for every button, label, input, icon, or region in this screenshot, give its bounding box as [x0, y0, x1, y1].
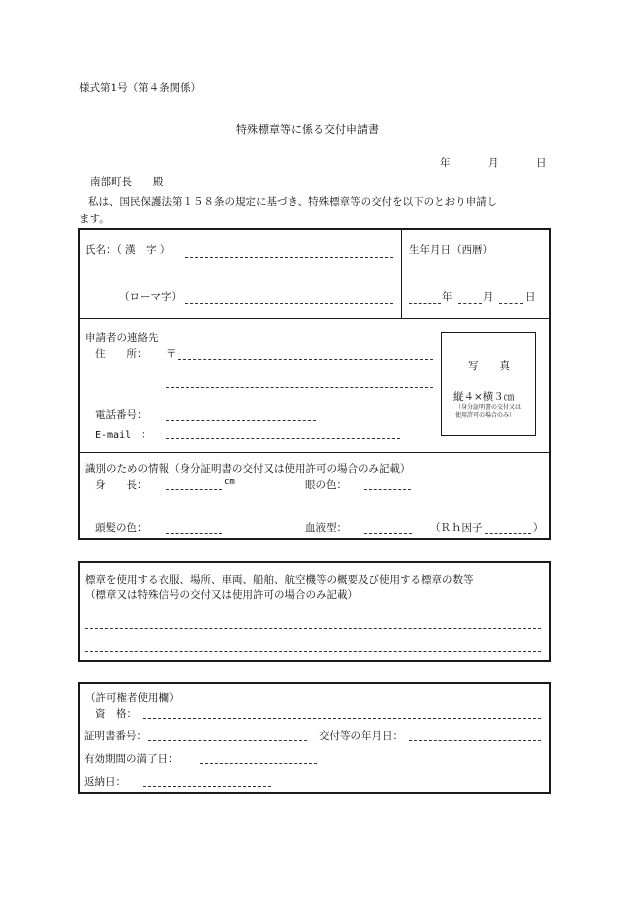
email-field[interactable]: [166, 438, 400, 439]
phone-label: 電話番号：: [95, 409, 148, 421]
qualification-label: 資 格：: [95, 708, 137, 720]
header-month: 月: [488, 157, 499, 169]
name-kanji-field[interactable]: [185, 257, 393, 258]
contact-label: 申請者の連絡先: [85, 332, 159, 344]
certificate-number-label: 証明書番号：: [84, 730, 147, 742]
eye-color-field[interactable]: [364, 489, 411, 490]
address-field-line1[interactable]: [178, 359, 433, 360]
email-label: E-mail ：: [95, 430, 152, 441]
rh-factor-label: （Ｒｈ因子: [430, 522, 483, 534]
expiry-date-label: 有効期間の満了日：: [84, 753, 179, 765]
header-day: 日: [536, 157, 547, 169]
birth-month-label: 月: [483, 291, 494, 303]
return-date-field[interactable]: [143, 786, 271, 787]
emblem-usage-field-line1[interactable]: [85, 628, 541, 629]
emblem-usage-line1: 標章を使用する衣服、場所、車両、船舶、航空機等の概要及び使用する標章の数等: [85, 574, 474, 586]
photo-box: [441, 332, 536, 436]
height-unit: cm: [224, 477, 235, 487]
birth-year-label: 年: [442, 291, 453, 303]
name-roman-label: （ローマ字）: [119, 291, 182, 303]
height-field[interactable]: [166, 489, 222, 490]
section2-divider: [79, 452, 550, 453]
birth-month-field[interactable]: [458, 303, 482, 304]
photo-size: 縦４×横３㎝: [453, 391, 515, 403]
address-label: 住 所：: [95, 348, 148, 360]
hair-color-label: 頭髪の色：: [95, 522, 148, 534]
birth-day-label: 日: [525, 291, 536, 303]
photo-note-line1: （身分証明書の交付又は: [455, 404, 522, 411]
phone-field[interactable]: [166, 420, 316, 421]
name-kanji-label: 氏名：（ 漢 字 ）: [85, 244, 171, 256]
birth-year-field[interactable]: [409, 303, 441, 304]
blood-type-label: 血液型：: [305, 522, 347, 534]
issue-date-field[interactable]: [409, 740, 541, 741]
birth-day-field[interactable]: [499, 303, 523, 304]
eye-color-label: 眼の色：: [305, 479, 347, 491]
height-label: 身 長：: [95, 479, 148, 491]
birth-date-label: 生年月日（西暦）: [409, 244, 493, 256]
hair-color-field[interactable]: [166, 533, 222, 534]
addressee: 南部町長 殿: [90, 176, 164, 188]
intro-text-line1: 私は、国民保護法第１５８条の規定に基づき、特殊標章等の交付を以下のとおり申請し: [88, 196, 498, 208]
postal-mark: 〒: [166, 348, 177, 360]
identification-heading: 識別のための情報（身分証明書の交付又は使用許可の場合のみ記載）: [85, 463, 411, 475]
name-roman-field[interactable]: [185, 303, 393, 304]
section1-divider: [79, 318, 550, 319]
emblem-usage-field-line2[interactable]: [85, 651, 541, 652]
rh-factor-close: ）: [533, 522, 544, 534]
header-year: 年: [440, 157, 451, 169]
rh-factor-field[interactable]: [485, 533, 531, 534]
photo-title: 写 真: [468, 360, 510, 372]
certificate-number-field[interactable]: [148, 740, 307, 741]
form-number: 様式第1号（第４条関係）: [79, 82, 202, 94]
form-title: 特殊標章等に係る交付申請書: [236, 123, 379, 136]
blood-type-field[interactable]: [364, 533, 412, 534]
address-field-line2[interactable]: [166, 387, 433, 388]
intro-text-line2: ます。: [79, 213, 110, 225]
expiry-date-field[interactable]: [200, 763, 317, 764]
qualification-field[interactable]: [143, 718, 541, 719]
photo-note-line2: 使用許可の場合のみ）: [455, 412, 516, 419]
authority-use-heading: （許可権者使用欄）: [85, 692, 180, 704]
return-date-label: 返納日：: [84, 776, 126, 788]
name-birth-divider: [401, 229, 402, 318]
emblem-usage-line2: （標章又は特殊信号の交付又は使用許可の場合のみ記載）: [85, 589, 358, 601]
issue-date-label: 交付等の年月日：: [319, 730, 403, 742]
